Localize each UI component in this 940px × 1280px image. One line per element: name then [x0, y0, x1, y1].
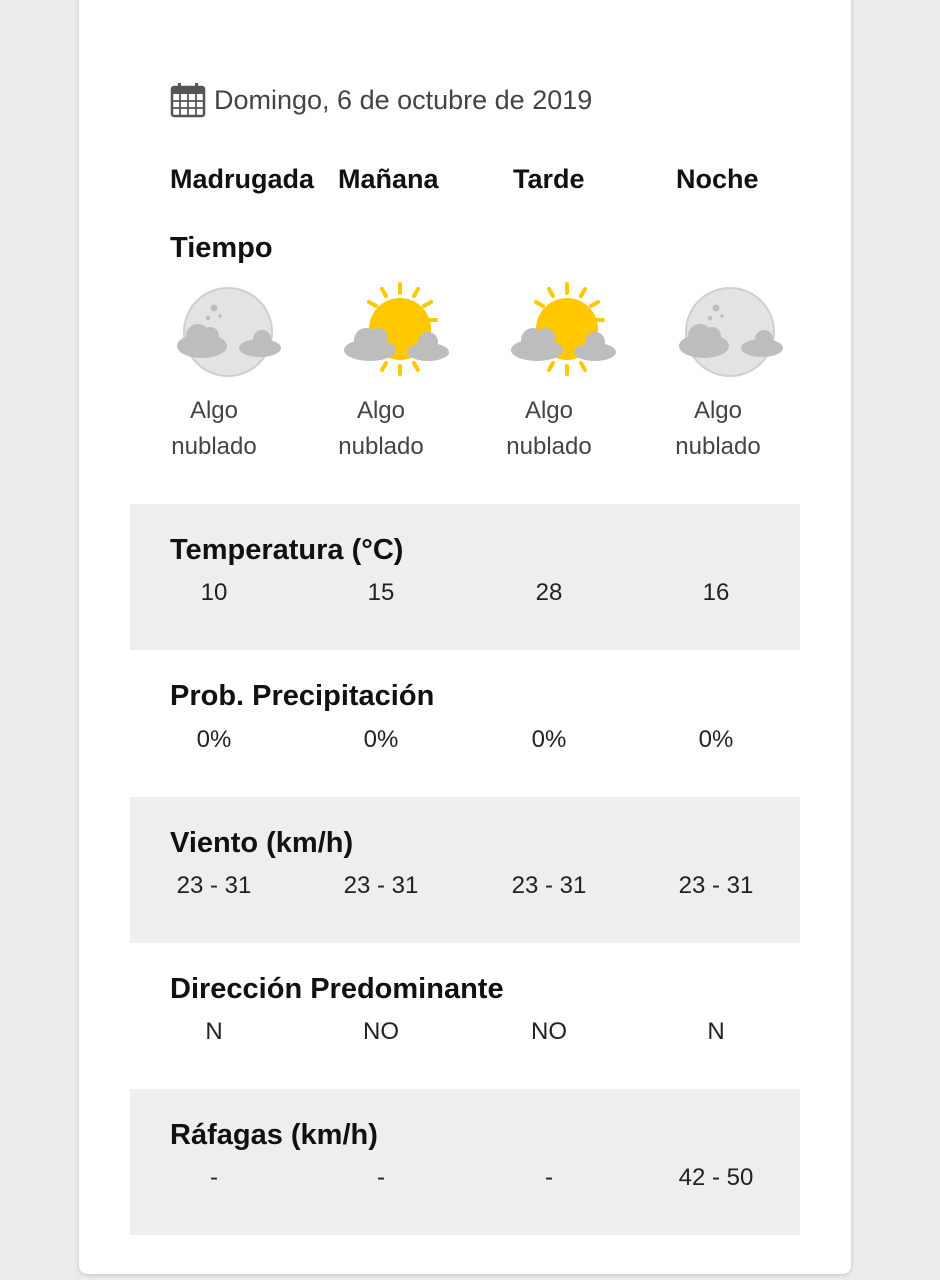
condition-line1: Algo	[356, 397, 406, 424]
condition-line1: Algo	[189, 397, 239, 424]
rafagas-value: 42 - 50	[678, 1164, 754, 1191]
precipitacion-title: Prob. Precipitación	[170, 680, 435, 712]
viento-title: Viento (km/h)	[170, 827, 354, 859]
calendar-icon	[170, 82, 206, 118]
rafagas-title: Ráfagas (km/h)	[170, 1119, 378, 1151]
temperatura-value: 28	[535, 579, 563, 606]
condition-label	[311, 393, 451, 465]
date-text: Domingo, 6 de octubre de 2019	[214, 84, 593, 115]
rafagas-value: -	[545, 1164, 553, 1191]
period-header-manana: Mañana	[338, 164, 439, 194]
sun-cloud-icon	[507, 280, 619, 384]
condition-label	[479, 393, 619, 465]
rafagas-band	[130, 1089, 800, 1235]
temperatura-band	[130, 504, 800, 650]
sun-cloud-icon	[340, 280, 452, 384]
direccion-title: Dirección Predominante	[170, 973, 504, 1005]
viento-value: 23 - 31	[678, 872, 754, 899]
moon-cloud-icon	[172, 280, 284, 384]
condition-line2: nublado	[338, 433, 424, 460]
period-header-tarde: Tarde	[513, 164, 585, 194]
temperatura-title: Temperatura (°C)	[170, 534, 404, 566]
precipitacion-value: 0%	[698, 726, 734, 753]
temperatura-value: 10	[200, 579, 228, 606]
temperatura-value: 15	[367, 579, 395, 606]
condition-line2: nublado	[506, 433, 592, 460]
precipitacion-value: 0%	[363, 726, 399, 753]
condition-line2: nublado	[675, 433, 761, 460]
temperatura-value: 16	[702, 579, 730, 606]
condition-line1: Algo	[693, 397, 743, 424]
direccion-value: N	[205, 1018, 223, 1045]
tiempo-title: Tiempo	[170, 232, 273, 264]
viento-value: 23 - 31	[511, 872, 587, 899]
period-header-madrugada: Madrugada	[170, 164, 315, 194]
date-row	[170, 80, 592, 120]
period-header-noche: Noche	[676, 164, 759, 194]
rafagas-value: -	[210, 1164, 218, 1191]
moon-cloud-icon	[674, 280, 786, 384]
condition-label	[144, 393, 284, 465]
rafagas-value: -	[377, 1164, 385, 1191]
viento-band	[130, 797, 800, 943]
viento-value: 23 - 31	[176, 872, 252, 899]
condition-label	[648, 393, 788, 465]
precipitacion-value: 0%	[531, 726, 567, 753]
direccion-value: NO	[531, 1018, 567, 1045]
precipitacion-value: 0%	[196, 726, 232, 753]
direccion-value: N	[707, 1018, 725, 1045]
direccion-value: NO	[363, 1018, 399, 1045]
condition-line2: nublado	[171, 433, 257, 460]
condition-line1: Algo	[524, 397, 574, 424]
viento-value: 23 - 31	[343, 872, 419, 899]
